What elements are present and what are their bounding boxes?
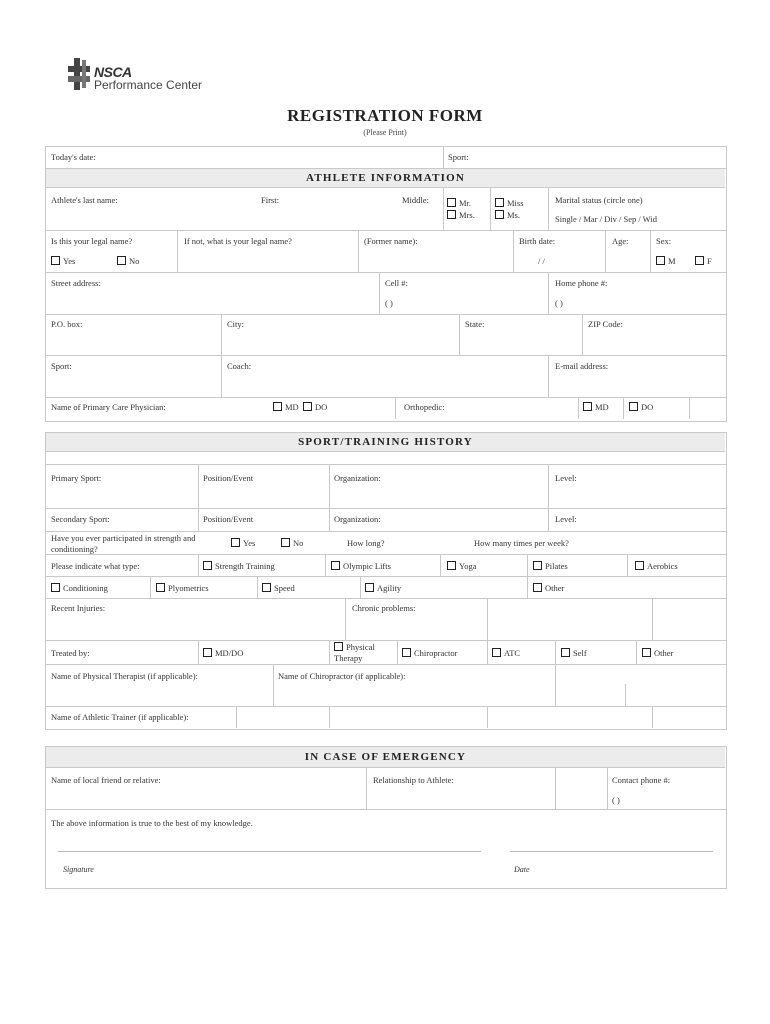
checkbox-icon xyxy=(273,402,282,411)
checkbox-icon xyxy=(203,648,212,657)
coach-label: Coach: xyxy=(227,361,252,371)
chiropractor-label: Name of Chiropractor (if applicable): xyxy=(278,671,406,681)
primary-sport-label: Primary Sport: xyxy=(51,473,102,483)
zip-label: ZIP Code: xyxy=(588,319,623,329)
sport-field-label: Sport: xyxy=(51,361,72,371)
checkbox-icon xyxy=(334,642,343,651)
nsca-logo-icon xyxy=(66,56,96,92)
chronic-problems-label: Chronic problems: xyxy=(352,603,416,613)
date-sport-row xyxy=(45,146,727,169)
type-olympic-lifts[interactable]: Olympic Lifts xyxy=(331,561,391,571)
ortho-do[interactable]: DO xyxy=(629,402,653,412)
checkbox-icon xyxy=(495,210,504,219)
relationship-label: Relationship to Athlete: xyxy=(373,775,454,785)
type-yoga[interactable]: Yoga xyxy=(447,561,477,571)
contact-phone-format[interactable]: ( ) xyxy=(612,795,620,805)
last-name-label: Athlete's last name: xyxy=(51,195,118,205)
checkbox-icon xyxy=(635,561,644,570)
checkbox-icon xyxy=(331,561,340,570)
secondary-level-label: Level: xyxy=(555,514,577,524)
primary-org-label: Organization: xyxy=(334,473,381,483)
signature-label: Signature xyxy=(63,865,94,874)
former-name-label: (Former name): xyxy=(364,236,418,246)
physician-label: Name of Primary Care Physician: xyxy=(51,402,166,412)
checkbox-icon xyxy=(642,648,651,657)
secondary-org-label: Organization: xyxy=(334,514,381,524)
checkbox-icon xyxy=(629,402,638,411)
checkbox-icon xyxy=(203,561,212,570)
contact-name-label: Name of local friend or relative: xyxy=(51,775,161,785)
athlete-heading: ATHLETE INFORMATION xyxy=(46,169,725,188)
athlete-section xyxy=(45,168,727,422)
type-agility[interactable]: Agility xyxy=(365,583,401,593)
treated-self[interactable]: Self xyxy=(561,648,587,658)
home-phone-format[interactable]: ( ) xyxy=(555,298,563,308)
checkbox-icon xyxy=(533,561,542,570)
checkbox-icon xyxy=(695,256,704,265)
how-long-label: How long? xyxy=(347,538,385,548)
checkbox-icon xyxy=(303,402,312,411)
times-per-week-label: How many times per week? xyxy=(474,538,569,548)
title-miss[interactable]: Miss xyxy=(495,198,524,208)
birth-date-label: Birth date: xyxy=(519,236,556,246)
legal-name-label: If not, what is your legal name? xyxy=(184,236,292,246)
type-aerobics[interactable]: Aerobics xyxy=(635,561,678,571)
recent-injuries-label: Recent Injuries: xyxy=(51,603,106,613)
checkbox-icon xyxy=(365,583,374,592)
title-mrs[interactable]: Mrs. xyxy=(447,210,475,220)
checkbox-icon xyxy=(51,256,60,265)
title-mr[interactable]: Mr. xyxy=(447,198,471,208)
checkbox-icon xyxy=(262,583,271,592)
checkbox-icon xyxy=(156,583,165,592)
emergency-heading: IN CASE OF EMERGENCY xyxy=(46,747,725,768)
marital-options[interactable]: Single / Mar / Div / Sep / Wid xyxy=(555,214,657,224)
type-other[interactable]: Other xyxy=(533,583,564,593)
history-heading: SPORT/TRAINING HISTORY xyxy=(46,433,725,452)
checkbox-icon xyxy=(51,583,60,592)
secondary-sport-label: Secondary Sport: xyxy=(51,514,110,524)
page-subtitle: (Please Print) xyxy=(363,128,407,137)
todays-date-label: Today's date: xyxy=(51,152,96,162)
legal-yes[interactable]: Yes xyxy=(51,256,75,266)
orthopedic-label: Orthopedic: xyxy=(404,402,445,412)
street-address-label: Street address: xyxy=(51,278,101,288)
legal-no[interactable]: No xyxy=(117,256,139,266)
treated-md-do[interactable]: MD/DO xyxy=(203,648,243,658)
ortho-md[interactable]: MD xyxy=(583,402,609,412)
checkbox-icon xyxy=(447,210,456,219)
type-pilates[interactable]: Pilates xyxy=(533,561,568,571)
checkbox-icon xyxy=(492,648,501,657)
date-label: Date xyxy=(514,865,530,874)
primary-position-label: Position/Event xyxy=(203,473,254,483)
first-name-label: First: xyxy=(261,195,279,205)
logo-sub: Performance Center xyxy=(94,78,203,92)
checkbox-icon xyxy=(495,198,504,207)
cell-label: Cell #: xyxy=(385,278,408,288)
type-conditioning[interactable]: Conditioning xyxy=(51,583,108,593)
legal-name-question: Is this your legal name? xyxy=(51,236,133,246)
checkbox-icon xyxy=(533,583,542,592)
physical-therapist-label: Name of Physical Therapist (if applicable): xyxy=(51,671,198,681)
middle-name-label: Middle: xyxy=(402,195,429,205)
checkbox-icon xyxy=(402,648,411,657)
treated-other[interactable]: Other xyxy=(642,648,673,658)
physician-do[interactable]: DO xyxy=(303,402,327,412)
page-title: REGISTRATION FORM xyxy=(287,106,483,125)
checkbox-icon xyxy=(656,256,665,265)
treated-chiropractor[interactable]: Chiropractor xyxy=(402,648,457,658)
logo-brand: NSCA xyxy=(94,64,132,80)
sport-label: Sport: xyxy=(448,152,469,162)
checkbox-icon xyxy=(281,538,290,547)
email-label: E-mail address: xyxy=(555,361,609,371)
athletic-trainer-label: Name of Athletic Trainer (if applicable): xyxy=(51,712,189,722)
sex-male[interactable]: M xyxy=(656,256,676,266)
treated-physical-therapy[interactable]: Physical Therapy xyxy=(334,642,375,663)
checkbox-icon xyxy=(583,402,592,411)
checkbox-icon xyxy=(447,561,456,570)
title-ms[interactable]: Ms. xyxy=(495,210,520,220)
city-label: City: xyxy=(227,319,245,329)
checkbox-icon xyxy=(117,256,126,265)
participated-yes[interactable]: Yes xyxy=(231,538,255,548)
checkbox-icon xyxy=(447,198,456,207)
participated-question: Have you ever participated in strength and conditioning? xyxy=(51,533,196,554)
type-speed[interactable]: Speed xyxy=(262,583,295,593)
marital-status-label: Marital status (circle one) xyxy=(555,195,643,205)
checkbox-icon xyxy=(231,538,240,547)
treated-by-label: Treated by: xyxy=(51,648,90,658)
signature-line[interactable] xyxy=(58,851,481,852)
primary-level-label: Level: xyxy=(555,473,577,483)
physician-md[interactable]: MD xyxy=(273,402,299,412)
sex-female[interactable]: F xyxy=(695,256,712,266)
logo xyxy=(66,56,216,96)
checkbox-icon xyxy=(561,648,570,657)
birth-date-format[interactable]: / / xyxy=(538,256,545,266)
certification-statement: The above information is true to the best of my knowledge. xyxy=(51,818,253,828)
type-strength-training[interactable]: Strength Training xyxy=(203,561,275,571)
date-line[interactable] xyxy=(510,851,713,852)
age-label: Age: xyxy=(612,236,629,246)
treated-atc[interactable]: ATC xyxy=(492,648,520,658)
contact-phone-label: Contact phone #: xyxy=(612,775,671,785)
type-plyometrics[interactable]: Plyometrics xyxy=(156,583,209,593)
po-box-label: P.O. box: xyxy=(51,319,83,329)
secondary-position-label: Position/Event xyxy=(203,514,254,524)
home-phone-label: Home phone #: xyxy=(555,278,608,288)
participated-no[interactable]: No xyxy=(281,538,303,548)
indicate-type-label: Please indicate what type: xyxy=(51,561,140,571)
cell-format[interactable]: ( ) xyxy=(385,298,393,308)
sex-label: Sex: xyxy=(656,236,672,246)
state-label: State: xyxy=(465,319,485,329)
